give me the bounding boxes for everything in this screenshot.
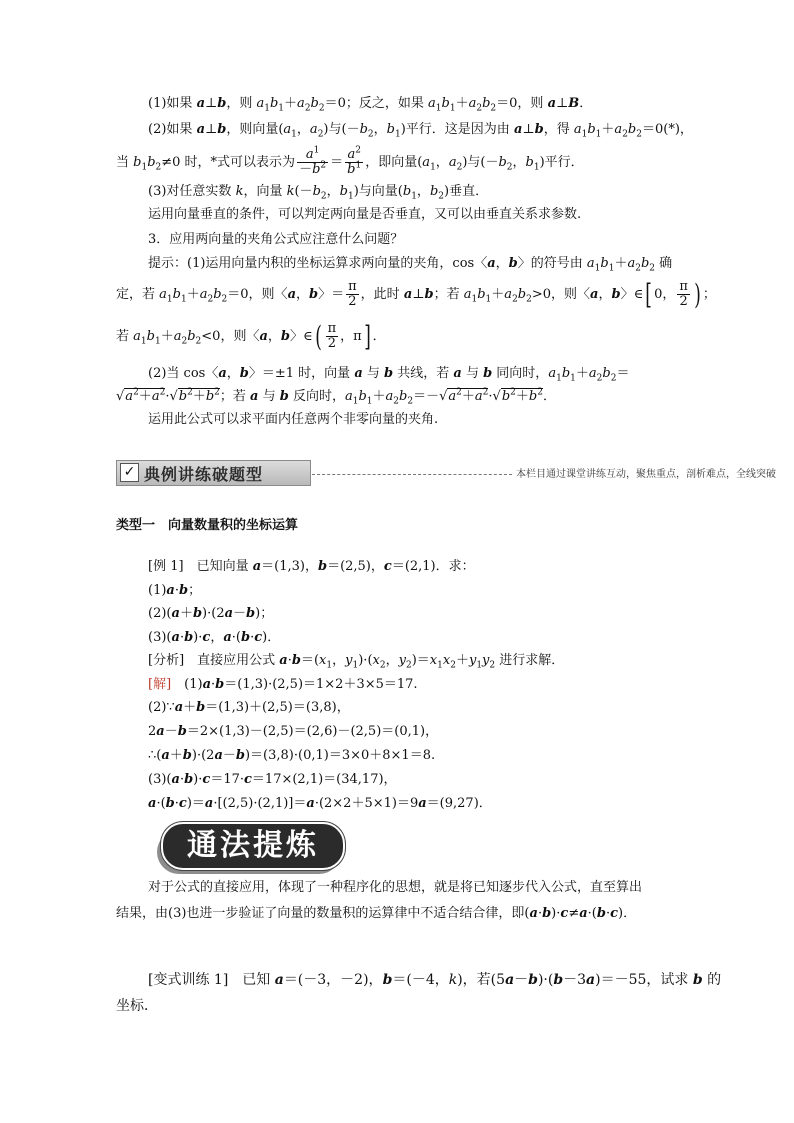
- type1-heading: 类型一 向量数量积的坐标运算: [116, 518, 299, 533]
- hint-line-3: 若 $a_1b_1+a_2b_2<0$，则〈a，b〉∈( $\frac{\pi}{2}$ ，π] ．: [116, 319, 386, 353]
- example-q3: (3)(a·b)·c，a·(b·c)．: [148, 630, 281, 645]
- variant-label: [变式训练 1]: [148, 972, 229, 988]
- example-1: [例 1] 已知向量 a＝(1,3)，b＝(2,5)，c＝(2,1)．求：: [148, 559, 475, 574]
- check-icon: ✓: [120, 463, 139, 482]
- solution-3b: a·(b·c)＝a·[(2,5)·(2,1)]＝a·(2×2＋5×1)＝9a＝(9,27)．: [148, 796, 492, 811]
- hint-line-5: $√a^2+a^2\cdot√b^2+b^2$；若 a 与 b 反向时，$a_1b_1+a_2b_2=-√a^2+a^2\cdot√b^2+b^2$．: [116, 387, 556, 407]
- question-3: 3．应用两向量的夹角公式应注意什么问题？: [148, 232, 404, 247]
- point-2: (2)如果 a⊥b，则向量($a_1$，$a_2$)与($-b_2$，$b_1$)平行．这是因为由 a⊥b，得 $a_1b_1+a_2b_2=0(*)$，: [148, 122, 693, 140]
- solution-2a: (2)∵a＋b＝(1,3)＋(2,5)＝(3,8)，: [148, 700, 350, 715]
- section-banner: [116, 460, 776, 486]
- point-3: (3)对任意实数 k，向量 $k(-b_2$，$b_1$)与向量($b_1$，$b_2$)垂直．: [148, 184, 489, 202]
- variant-1: [变式训练 1] 已知 a＝(－3，－2)，b＝(－4，k)，若(5a－b)·(b－3a)＝－55，试求 b 的: [148, 972, 722, 988]
- solution-3a: (3)(a·b)·c＝17·c＝17×(2,1)＝(34,17)，: [148, 772, 397, 787]
- point-1: (1)如果 a⊥b，则 $a_1b_1+a_2b_2=0$；反之，如果 $a_1b_1+a_2b_2=0$，则 a⊥B．: [148, 96, 593, 114]
- example-q2: (2)(a＋b)·(2a－b)；: [148, 606, 274, 621]
- summary-line-2-text: 结果，由(3)也进一步验证了向量的数量积的运算律中不适合结合律，即: [116, 906, 525, 921]
- hint-line-2: 定，若 $a_1b_1+a_2b_2=0$，则〈a，b〉＝ $\frac{\pi}{2}$ ，此时 a⊥b；若 $a_1b_1+a_2b_2>0$，则〈a，b〉∈[ 0， $\frac{\pi}{2}$ ) ；: [116, 277, 716, 311]
- perp-summary: 运用向量垂直的条件，可以判定两向量是否垂直，又可以由垂直关系求参数.: [148, 207, 582, 222]
- summary-line-1: 对于公式的直接应用，体现了一种程序化的思想，就是将已知逐步代入公式，直至算出: [148, 880, 643, 895]
- analysis: [分析] 直接应用公式 $a\cdot b=(x_1$，$y_1)\cdot(x_2$，$y_2)=x_1x_2+y_1y_2$ 进行求解．: [148, 653, 565, 671]
- analysis-label: [分析]: [148, 653, 185, 668]
- solution-label: [解]: [148, 677, 172, 692]
- solution-2b: 2a－b＝2×(1,3)－(2,5)＝(2,6)－(2,5)＝(0,1)，: [148, 724, 439, 739]
- method-summary-badge: [157, 822, 343, 874]
- banner-divider: [312, 474, 512, 475]
- badge-label: 通法提炼: [187, 828, 319, 863]
- banner-title: 典例讲练破题型: [144, 465, 264, 484]
- variant-1-tail: 坐标．: [116, 998, 158, 1014]
- banner-note: 本栏目通过课堂讲练互动，聚焦重点，剖析难点，全线突破: [516, 469, 776, 480]
- summary-line-2: 结果，由(3)也进一步验证了向量的数量积的运算律中不适合结合律，即(a·b)·c≠a·(b·c)．: [116, 906, 637, 921]
- example-q1: (1)a·b；: [148, 583, 202, 598]
- hint-line-4: (2)当 cos〈a，b〉＝±1 时，向量 a 与 b 共线，若 a 与 b 同向时，$a_1b_1+a_2b_2=$: [148, 366, 630, 384]
- hint-line-1: 提示：(1)运用向量内积的坐标运算求两向量的夹角，cos〈a，b〉的符号由 $a_1b_1+a_2b_2$ 确: [148, 256, 673, 274]
- solution-1: [解] (1)a·b＝(1,3)·(2,5)＝1×2＋3×5＝17.: [148, 677, 418, 692]
- solution-2c: ∴(a＋b)·(2a－b)＝(3,8)·(0,1)＝3×0＋8×1＝8.: [148, 748, 436, 763]
- q3-closing: 运用此公式可以求平面内任意两个非零向量的夹角.: [148, 412, 439, 427]
- point-2-cont: 当 $b_1b_2\ne 0$ 时，*式可以表示为 $\frac{a^1}{-b^2}$ ＝ $\frac{a^2}{b^1}$ ，即向量($a_1$，$a_2$)与($-b_2$，$b_1$)平行．: [116, 145, 584, 177]
- example-label: [例 1]: [148, 559, 184, 574]
